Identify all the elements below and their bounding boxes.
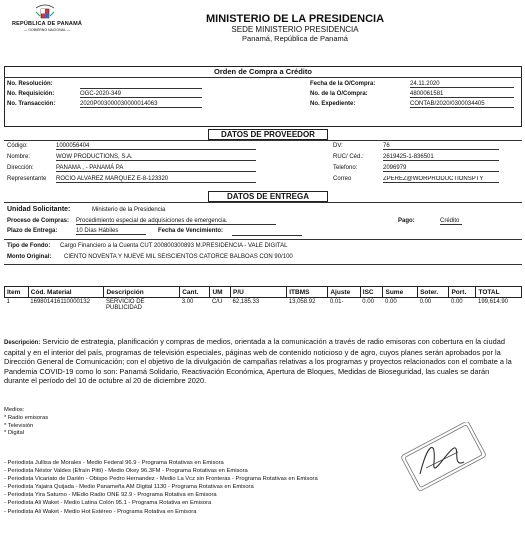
unidad-label: Unidad Solicitante: <box>7 206 71 213</box>
col-soter: Soter. <box>418 287 449 298</box>
table-row <box>5 298 522 313</box>
cell-item: 1 <box>6 299 10 305</box>
fondo-label: Tipo de Fondo: <box>7 243 51 249</box>
list-item: - Periodista Néstor Valdes (Efraín Pitti) - Medio Okey 96.3FM - Programa Rotativas en Emisora <box>4 468 248 475</box>
ministry-title: MINISTERIO DE LA PRESIDENCIA <box>205 13 385 25</box>
cell-um: C/U <box>211 299 223 305</box>
cell-cod-material: 169801416110000132 <box>30 299 90 305</box>
expediente-label: No. Expediente: <box>310 101 356 107</box>
proceso-value: Procedimiento especial de adquisiciones de emergencia. <box>76 218 276 225</box>
entrega-divider <box>4 202 522 203</box>
list-item: * Televisión <box>4 422 34 429</box>
fondo-divider <box>4 239 522 240</box>
descripcion-block <box>4 337 516 385</box>
items-table <box>4 286 522 312</box>
fecha-vencimiento-label: Fecha de Vencimiento: <box>158 228 224 234</box>
fecha-compra-value: 24.11.2020 <box>410 81 514 88</box>
cell-cant: 3.00 <box>181 299 194 305</box>
list-item: - Periodista Vicariato de Darién - Obispo Pedro Hernandez - Medio La Vcz sin Fronteras - Programa Rotativas en Emisora <box>4 476 318 483</box>
list-item: - Periodista Jullisa de Morales - Medio Federal 96.9 - Programa Rotativas en Emisora <box>4 460 224 466</box>
coat-of-arms-icon <box>34 4 56 20</box>
pago-value: Crédito <box>440 218 462 225</box>
codigo-label: Código: <box>7 143 28 149</box>
entrega-title: DATOS DE ENTREGA <box>208 191 328 202</box>
cell-isc: 0.00 <box>362 299 374 305</box>
fondo-value: Cargo Financiero a la Cuenta CUT 200800300893 M.PRESIDENCIA - VALE DIGITAL <box>60 243 288 249</box>
items-header-row <box>5 287 522 298</box>
cell-ajuste: 0.01- <box>329 299 344 305</box>
cell-itbms: 13,058.92 <box>288 299 316 305</box>
ministry-location: Panamá, República de Panamá <box>242 34 348 43</box>
fecha-compra-label: Fecha de la O/Compra: <box>310 81 376 87</box>
transaccion-label: No. Transacción: <box>7 101 56 107</box>
numero-compra-value: 4800061581 <box>410 91 514 98</box>
expediente-value: CONTAB/2020/0300034405 <box>410 101 514 108</box>
list-item: * Radio emisoras <box>4 414 49 421</box>
correo-label: Correo <box>333 176 352 182</box>
medios-list <box>4 407 48 438</box>
representante-label: Representante <box>7 176 47 182</box>
resolucion-label: No. Resolución: <box>7 81 53 87</box>
ministry-header <box>190 13 400 43</box>
seal-subtitle: — GOBIERNO NACIONAL — <box>23 28 71 32</box>
col-itbms: ITBMS <box>287 287 328 298</box>
ruc-label: RUC/ Céd.: <box>333 154 364 160</box>
plazo-value: 10 Días Hábiles <box>76 228 146 235</box>
official-stamp <box>398 422 490 492</box>
requisicion-value: OGC-2020-349 <box>80 91 202 98</box>
proveedor-title: DATOS DE PROVEEDOR <box>208 129 328 140</box>
requisicion-label: No. Requisición: <box>7 91 55 97</box>
representante-value: ROCIO ALVAREZ MARQUEZ E-8-123320 <box>56 176 256 183</box>
coat-of-arms-seal <box>6 4 88 34</box>
ruc-value: 2619425-1-836501 <box>383 154 499 161</box>
monto-value: CIENTO NOVENTA Y NUEVE MIL SEISCIENTOS CATORCE BALBOAS CON 90/100 <box>64 254 293 260</box>
numero-compra-label: No. de la O/Compra: <box>310 91 368 97</box>
col-sume: Sume <box>383 287 418 298</box>
col-cant: Cant. <box>180 287 210 298</box>
periodistas-list <box>4 459 318 516</box>
list-item: - Periodista Ali Waket - Medio Latina Colón 95.1 - Programa Rotativa en Emisora <box>4 500 212 507</box>
direccion-label: Dirección: <box>7 165 34 171</box>
codigo-value: 1000056404 <box>56 143 256 150</box>
resolucion-value <box>80 81 202 89</box>
direccion-value: PANAMA , - PANAMÁ PA <box>56 165 256 172</box>
list-item: - Periodista Ali Waket - Medio Hot Estéreo - Programa Rotativa en Emisora <box>4 508 197 515</box>
list-item: - Periodista Yira Saturno - MEdio Radio ONE 92.9 - Programa Rotativa en Emisora <box>4 492 217 499</box>
correo-value: ZPEREZ@WORPRODUCTIONSPTY <box>383 176 499 183</box>
nombre-value: WOW PRODUCTIONS, S.A. <box>56 154 256 161</box>
fecha-vencimiento-value <box>232 228 302 236</box>
col-um: UM <box>210 287 231 298</box>
pago-label: Pago: <box>398 218 415 224</box>
order-title-divider <box>4 77 522 78</box>
col-pu: P/U <box>231 287 287 298</box>
monto-label: Monto Original: <box>7 254 52 260</box>
col-total: TOTAL <box>476 287 522 298</box>
order-title: Orden de Compra a Crédito <box>214 67 312 76</box>
transaccion-value: 2020P003000030000014063 <box>80 101 202 108</box>
list-item: * Digital <box>4 430 24 437</box>
monto-divider <box>4 264 522 265</box>
dv-label: DV: <box>333 143 343 149</box>
unidad-value: Ministerio de la Presidencia <box>92 207 166 213</box>
cell-sume: 0.00 <box>384 299 397 305</box>
descripcion-label: Descripción: <box>4 340 41 346</box>
cell-descripcion: SERVICIO DE PUBLICIDAD <box>105 299 145 311</box>
descripcion-text: Servicio de estrategia, planificación y compras de medios, orientada a la comunicación a través de radio emisoras con cobertura en la ciudad capital y en el interior del país, programas de televisión especiales, páginas web de contenido noticioso y de agro, cuyos planes serán aprobados por la Dirección General de Comunicación; con el objetivo de la divulgación de campañas relativas a los programas y proyectos relacionados con el combate a la Pandemia COVID-19 como lo son: Panamá Solidario, Reactivación Económica, Apertura de Bloques, Medidas de Bioseguridad, las cuales se darán durante el período del 10 de octubre al 20 de diciembre 2020. <box>4 337 512 385</box>
cell-soter: 0.00 <box>419 299 432 305</box>
cell-total: 199,614.90 <box>477 299 509 305</box>
plazo-label: Plazo de Entrega: <box>7 228 58 234</box>
proveedor-divider <box>4 140 522 141</box>
medios-title: Medios: <box>4 407 25 413</box>
col-port: Port. <box>449 287 476 298</box>
telefono-label: Telefono: <box>333 165 358 171</box>
col-item: Item <box>5 287 29 298</box>
list-item: - Periodista Yajaira Quijada - Medio Panameña AM Digital 1130 - Programa Rotativas en Emisora <box>4 484 254 491</box>
cell-port: 0.00 <box>450 299 463 305</box>
col-descripcion: Descripción <box>104 287 180 298</box>
seal-title: REPÚBLICA DE PANAMÁ <box>11 21 83 27</box>
cell-pu: 62,185.33 <box>232 299 260 305</box>
col-isc: ISC <box>360 287 383 298</box>
col-ajuste: Ajuste <box>328 287 360 298</box>
proceso-label: Proceso de Compras: <box>7 218 70 224</box>
ministry-sede: SEDE MINISTERIO PRESIDENCIA <box>231 25 359 34</box>
dv-value: 76 <box>383 143 499 150</box>
col-cod-material: Cód. Material <box>28 287 104 298</box>
nombre-label: Nombre: <box>7 154 31 160</box>
telefono-value: 2096979 <box>383 165 499 172</box>
